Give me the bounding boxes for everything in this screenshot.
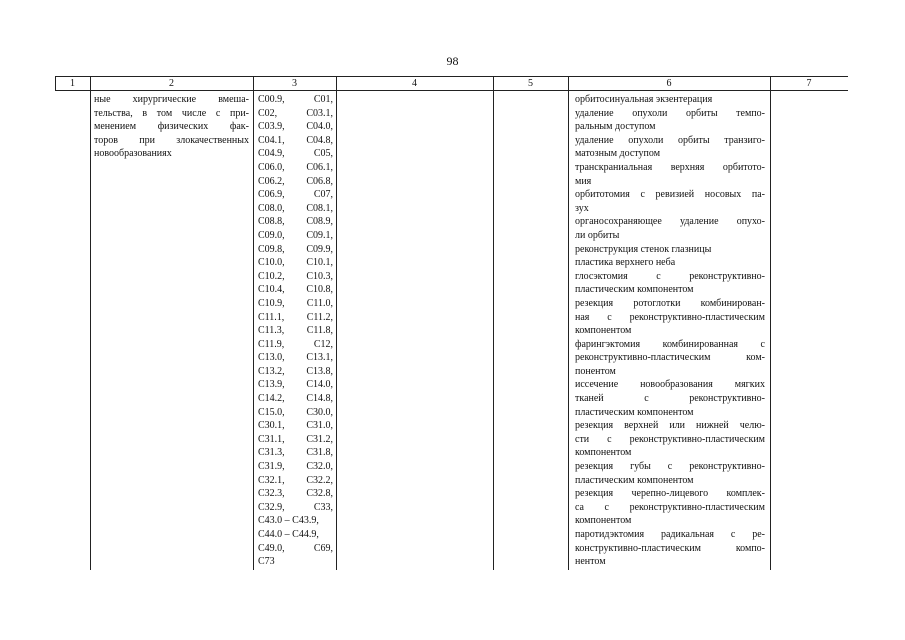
icd-code: С11.9, [258,338,285,350]
icd-code-row [258,297,333,311]
icd-code: С01, [313,94,333,105]
icd-code-row [258,365,333,379]
icd-codes-list [258,93,333,569]
header-col-5: 5 [528,78,533,89]
operation-line: пластика верхнего неба [575,257,676,269]
icd-code-row [258,528,333,542]
description-line: тельства, в том числе с при- [94,107,249,119]
table-header-bottom-border [55,90,848,91]
icd-code: С08.0, [258,202,285,214]
operation-line: транскраниальная верхняя орбитото- [575,161,765,173]
icd-code-row [258,93,333,107]
icd-code: С03.1, [306,107,333,119]
icd-code: С13.8, [306,365,333,377]
icd-code-row [258,487,333,501]
icd-code: С43.0 – С43.9, [258,515,319,527]
icd-code: С32.9, [258,501,285,513]
icd-code: С32.0, [306,461,333,473]
icd-code: С09.9, [306,243,333,255]
icd-code: С11.1, [258,311,285,323]
description-line: новообразованиях [94,148,172,160]
icd-code: С09.1, [306,229,333,241]
icd-code: С31.8, [306,447,333,459]
intervention-description [94,93,249,161]
operation-line: реконструкция стенок глазницы [575,243,712,255]
operation-line: тканей с реконструктивно- [575,393,765,405]
icd-code: С10.9, [258,297,285,309]
operation-line: матозным доступом [575,148,661,160]
column-divider [770,76,771,570]
icd-code-row [258,107,333,121]
icd-code: С09.8, [258,243,285,255]
operation-line: ли орбиты [575,229,620,241]
icd-code: С06.8, [306,175,333,187]
operations-list [575,93,765,569]
operation-line: компонентом [575,447,632,459]
icd-code: С30.1, [258,420,285,432]
operation-line: резекция губы с реконструктивно- [575,461,765,473]
icd-code: С03.9, [258,121,285,133]
operation-line: пластическим компонентом [575,406,694,418]
operation-line: резекция черепно-лицевого комплек- [575,488,765,500]
icd-code: С31.9, [258,461,285,473]
icd-code: С73 [258,556,275,568]
icd-code: С13.0, [258,352,285,364]
icd-code: С04.1, [258,134,285,146]
operation-line: удаление опухоли орбиты темпо- [575,107,765,119]
header-col-2: 2 [169,78,174,89]
icd-code-row [258,338,333,352]
operation-line: иссечение новообразования мягких [575,379,765,391]
icd-code: С08.8, [258,216,285,228]
icd-code: С14.2, [258,393,285,405]
icd-code-row [258,243,333,257]
header-col-3: 3 [292,78,297,89]
operation-line: пластическим компонентом [575,474,694,486]
operation-line: мия [575,175,592,187]
icd-code: С13.1, [306,352,333,364]
description-line: ные хирургические вмеша- [94,94,249,105]
icd-code: С69, [313,542,333,554]
icd-code: С11.8, [306,325,333,337]
icd-code: С33, [313,501,333,513]
icd-code-row [258,270,333,284]
icd-code-row [258,474,333,488]
header-col-1: 1 [70,78,75,89]
header-col-6: 6 [666,78,672,89]
operation-line: пластическим компонентом [575,284,694,296]
icd-code-row [258,460,333,474]
operation-line: глосэктомия с реконструктивно- [575,270,765,282]
operation-line: удаление опухоли орбиты транзиго- [575,134,765,146]
icd-code: С04.0, [306,121,333,133]
description-line: менением физических фак- [94,121,249,133]
operation-line: ральным доступом [575,121,656,133]
operation-line: са с реконструктивно-пластическим [575,501,765,513]
icd-code-row [258,120,333,134]
icd-code: С31.1, [258,433,285,445]
icd-code-row [258,433,333,447]
icd-code-row [258,324,333,338]
icd-code-row [258,283,333,297]
icd-code-row [258,229,333,243]
operation-line: орбитотомия с ревизией носовых па- [575,189,765,201]
icd-code: С49.0, [258,542,285,554]
icd-code: С31.3, [258,447,285,459]
icd-code: С31.0, [306,420,333,432]
icd-code: С10.2, [258,270,285,282]
description-line: торов при злокачественных [94,134,249,146]
icd-code-row [258,378,333,392]
icd-code: С05, [313,148,333,160]
icd-code: С30.0, [306,406,333,418]
header-col-4: 4 [412,78,417,89]
icd-code: С12, [313,338,333,350]
icd-code-row [258,501,333,515]
icd-code: С08.9, [306,216,333,228]
operation-line: нентом [575,556,606,568]
icd-code-row [258,419,333,433]
icd-code: С14.8, [306,393,333,405]
operation-line: резекция ротоглотки комбинирован- [575,297,765,309]
operation-line: реконструктивно-пластическим ком- [575,352,765,364]
icd-code-row [258,351,333,365]
icd-code-row [258,134,333,148]
column-divider [568,76,569,570]
icd-code: С10.1, [306,257,333,269]
column-divider [253,76,254,570]
operation-line: паротидэктомия радикальная с ре- [575,529,765,540]
icd-code-row [258,514,333,528]
icd-code: С10.3, [306,270,333,282]
icd-code: С13.9, [258,379,285,391]
operation-line: компонентом [575,325,632,337]
icd-code: С11.0, [306,297,333,309]
icd-code: С32.2, [306,474,333,486]
operation-line: фарингэктомия комбинированная с [575,338,765,350]
icd-code: С04.8, [306,134,333,146]
icd-code: С44.0 – С44.9, [258,529,319,540]
icd-code: С06.0, [258,161,285,173]
icd-code: С14.0, [306,379,333,391]
operation-line: ная с реконструктивно-пластическим [575,311,765,323]
icd-code: С10.8, [306,284,333,296]
icd-code: С31.2, [306,433,333,445]
icd-code: С32.8, [306,488,333,500]
icd-code: С06.9, [258,189,285,201]
column-divider [336,76,337,570]
icd-code: С13.2, [258,365,285,377]
icd-code: С10.0, [258,257,285,269]
operation-line: конструктивно-пластическим компо- [575,542,765,554]
operation-line: компонентом [575,515,632,527]
icd-code-row [258,446,333,460]
icd-code-row [258,392,333,406]
icd-code-row [258,161,333,175]
operation-line: орбитосинуальная экзентерация [575,94,713,105]
icd-code: С04.9, [258,148,285,160]
icd-code-row [258,406,333,420]
operation-line: сти с реконструктивно-пластическим [575,433,765,445]
column-divider [493,76,494,570]
icd-code: С11.3, [258,325,285,337]
operation-line: зух [575,202,589,214]
icd-code: С06.1, [306,161,333,173]
icd-code: С00.9, [258,94,285,105]
icd-code: С02, [258,107,278,119]
operation-line: органосохраняющее удаление опухо- [575,216,765,228]
icd-code-row [258,555,333,569]
icd-code-row [258,256,333,270]
header-col-7: 7 [806,78,812,89]
icd-code: С32.1, [258,474,285,486]
icd-code: С08.1, [306,202,333,214]
icd-code: С11.2, [306,311,333,323]
icd-code: С15.0, [258,406,285,418]
icd-code-row [258,542,333,556]
icd-code: С09.0, [258,229,285,241]
icd-code-row [258,147,333,161]
icd-code: С10.4, [258,284,285,296]
icd-code-row [258,202,333,216]
icd-code-row [258,311,333,325]
icd-code: С32.3, [258,488,285,500]
page-number: 98 [446,54,459,68]
operation-line: понентом [575,365,616,377]
operation-line: резекция верхней или нижней челю- [575,420,765,432]
icd-code: С06.2, [258,175,285,187]
icd-code: С07, [313,189,333,201]
icd-code-row [258,175,333,189]
column-divider [90,76,91,570]
icd-code-row [258,215,333,229]
icd-code-row [258,188,333,202]
